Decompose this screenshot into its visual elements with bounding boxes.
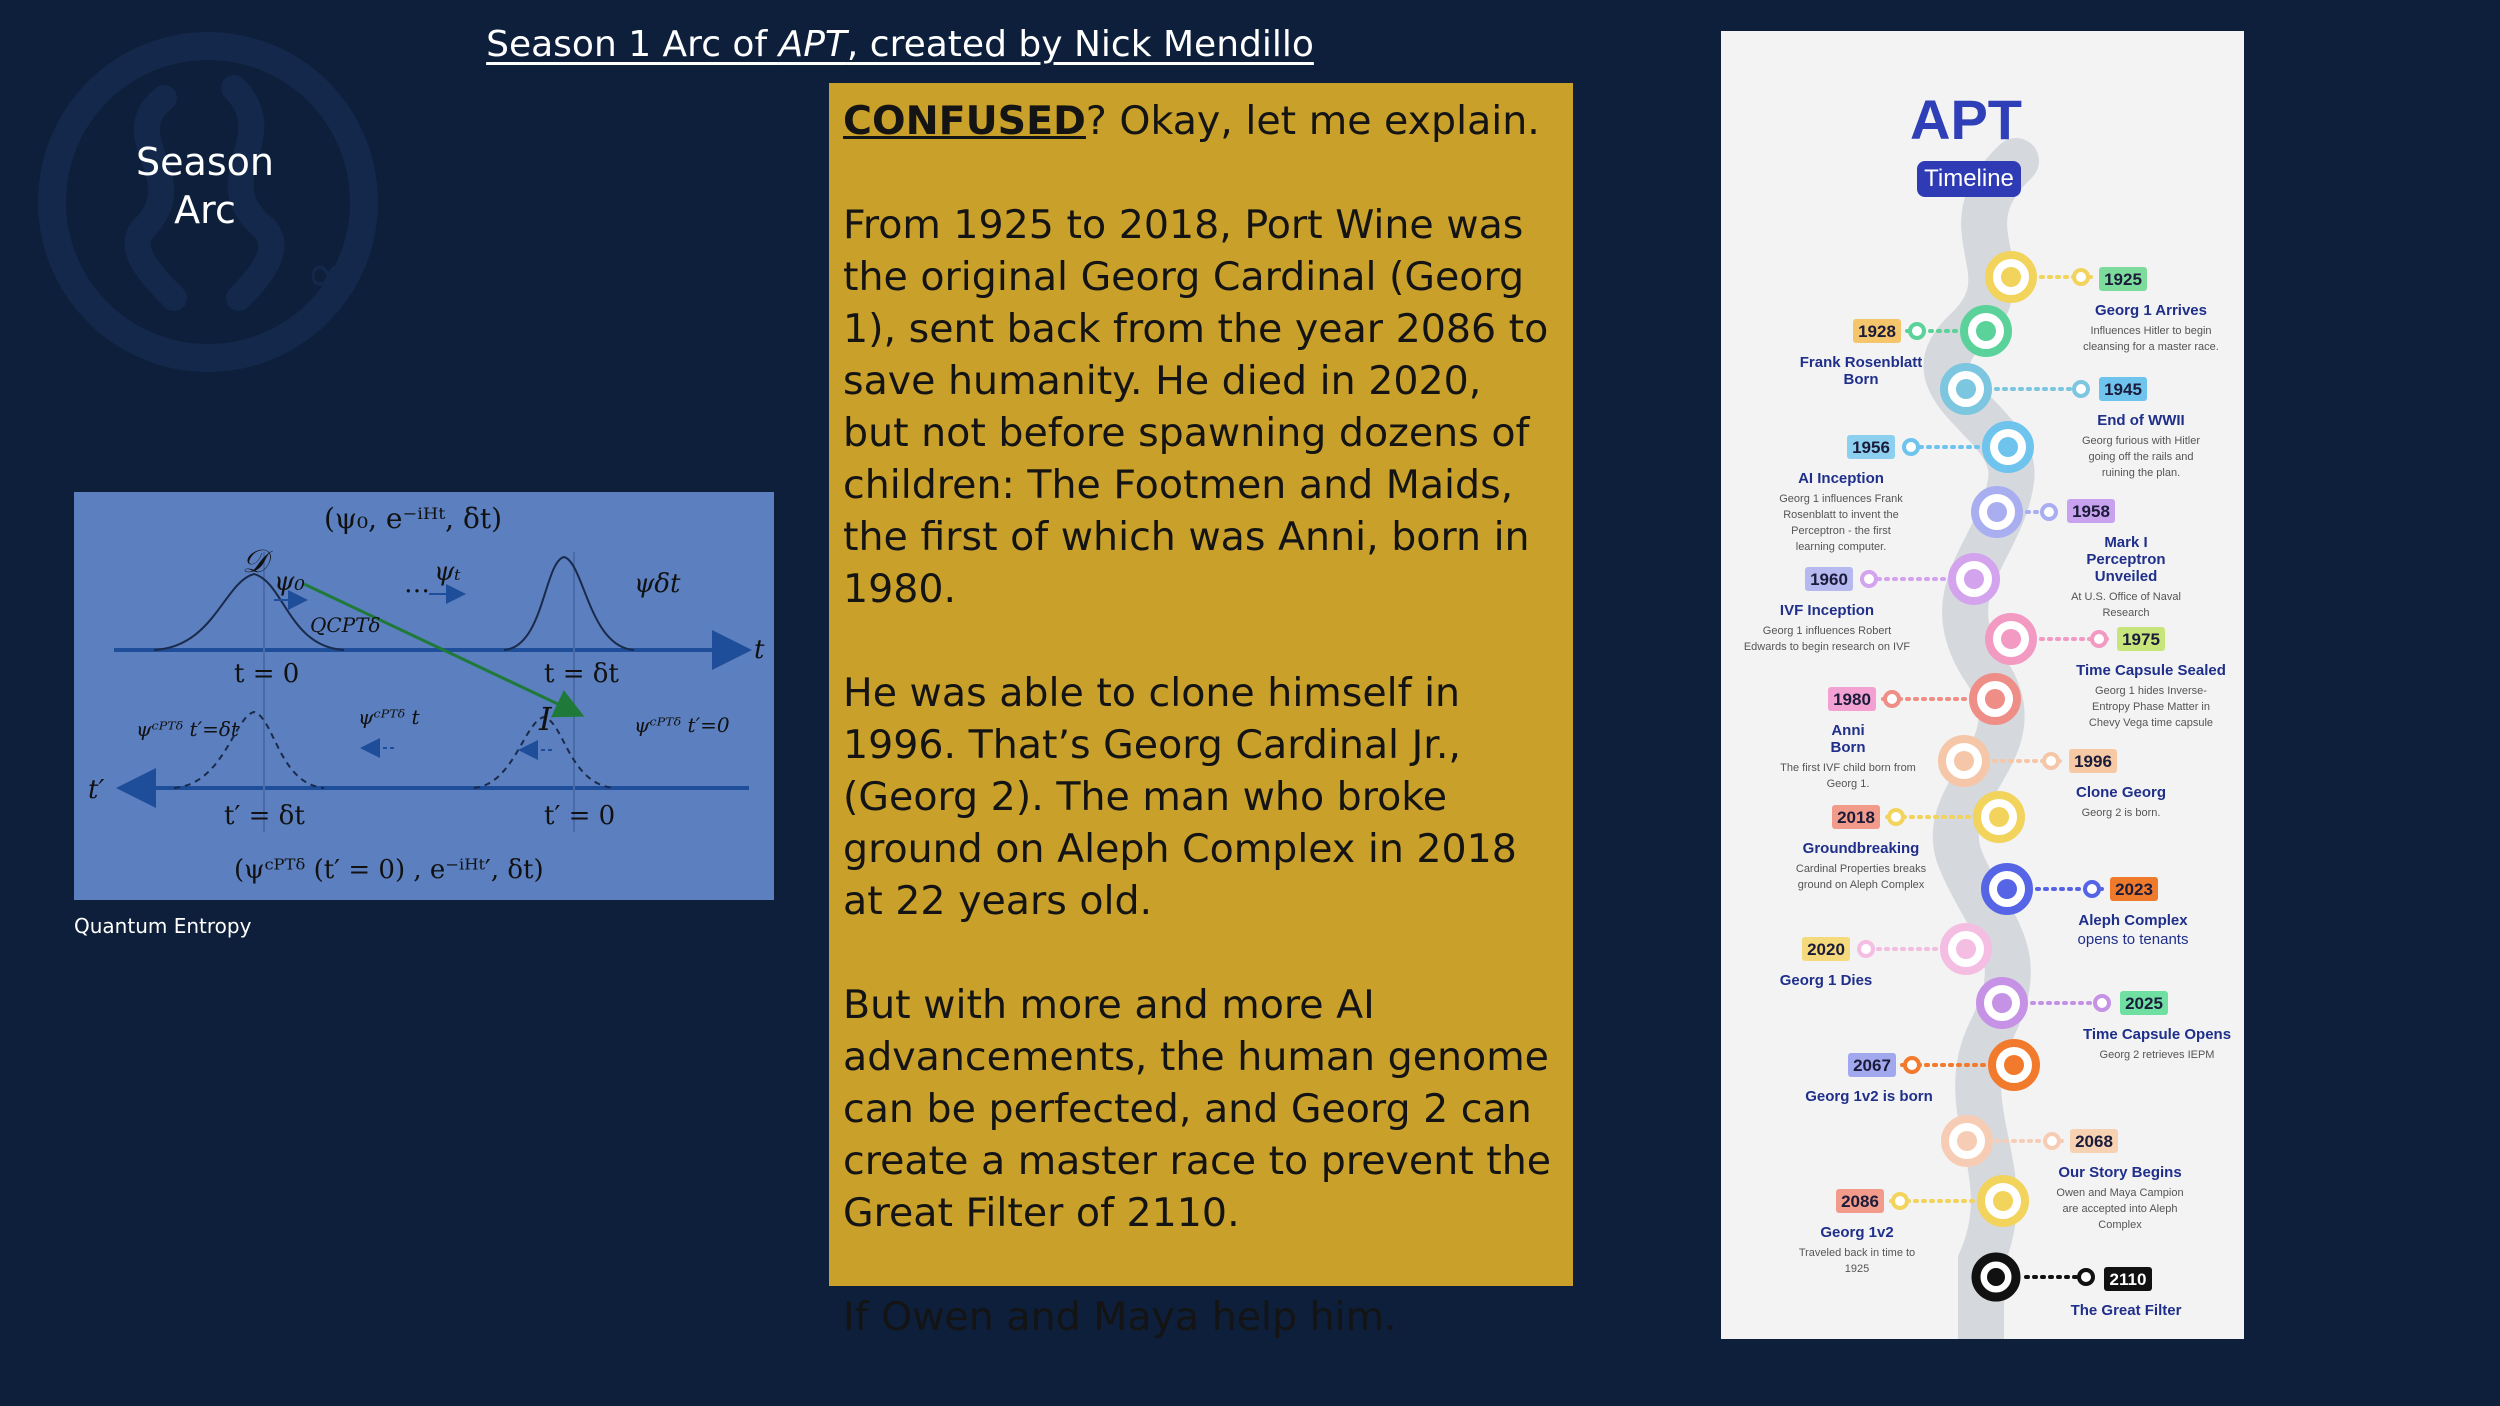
page-title-prefix: Season 1 Arc of — [486, 24, 779, 65]
label-Q: QCPTδ — [310, 613, 381, 637]
event-description: Traveled back in time to — [1798, 1247, 1916, 1259]
timeline-connector-end — [2074, 270, 2088, 284]
wavepacket-psi0 — [154, 574, 344, 650]
event-description: Research — [2102, 607, 2150, 619]
label-tp-dt: t′ = δt — [224, 801, 305, 831]
event-title: Born — [1843, 371, 1879, 388]
logo-line-1: Season — [136, 140, 274, 184]
event-title: Time Capsule Opens — [2082, 1026, 2232, 1043]
explanation-box — [829, 83, 1573, 1340]
label-psi0: ψ₀ — [274, 567, 305, 597]
label-dots: … — [404, 569, 430, 599]
year-label: 2025 — [2125, 994, 2163, 1013]
event-description: Entropy Phase Matter in — [2091, 701, 2211, 713]
event-description: ruining the plan. — [2101, 467, 2181, 479]
event-title: Anni — [1831, 722, 1865, 739]
timeline-connector-end — [1885, 692, 1899, 706]
timeline-marker-dot — [1964, 569, 1984, 589]
timeline-connector-end — [2092, 632, 2106, 646]
timeline-event-1925 — [1989, 255, 2219, 353]
event-title: Georg 1v2 — [1820, 1224, 1894, 1241]
event-title: Georg 1v2 is born — [1805, 1088, 1933, 1105]
year-label: 1925 — [2104, 270, 2142, 289]
event-title: Mark I — [2104, 534, 2148, 551]
confused-word: CONFUSED — [843, 98, 1086, 144]
event-description: Influences Hitler to begin — [2090, 325, 2212, 337]
page-title-suffix: , created by Nick Mendillo — [846, 24, 1314, 65]
label-psi-cpt-0: ψᶜᴾᵀᵟ t′=0 — [634, 713, 730, 737]
timeline-connector-end — [2074, 382, 2088, 396]
explanation-paragraph: But with more and more AI advancements, the human genome can be perfected, and Georg 2 can create a master race to prevent the Great Filter of 2110. — [843, 982, 1552, 1236]
timeline-connector-end — [2085, 882, 2099, 896]
timeline-connector-end — [2079, 1270, 2093, 1284]
event-description: Georg 1. — [1826, 778, 1870, 790]
timeline-connector-end — [1904, 440, 1918, 454]
year-label: 2067 — [1853, 1056, 1891, 1075]
page-title — [0, 24, 1800, 65]
diagram-bottom-label: (ψᶜᴾᵀᵟ (t′ = 0) , e⁻ⁱᴴᵗ′, δt) — [234, 855, 544, 885]
tprime-axis-label: t′ — [88, 775, 105, 805]
logo-text — [130, 138, 280, 234]
timeline-marker-dot — [1956, 939, 1976, 959]
label-tp-0: t′ = 0 — [544, 801, 616, 831]
event-title: Aleph Complex — [2078, 912, 2188, 929]
event-title: Our Story Begins — [2058, 1164, 2182, 1181]
event-description: The first IVF child born from — [1780, 762, 1916, 774]
event-title: End of WWII — [2097, 412, 2185, 429]
year-label: 2068 — [2075, 1132, 2113, 1151]
timeline-marker-dot — [1998, 437, 2018, 457]
logo-infinity-symbol: ∞ — [306, 242, 351, 305]
event-description: Georg 2 retrieves IEPM — [2099, 1049, 2215, 1061]
event-description: Complex — [2098, 1219, 2142, 1231]
label-I: 𝐼 — [539, 700, 552, 738]
explanation-intro — [843, 95, 1559, 147]
year-label: 1996 — [2074, 752, 2112, 771]
wavepacket-psidt — [504, 557, 634, 650]
explanation-paragraph: He was able to clone himself in 1996. That’s Georg Cardinal Jr., (Georg 2). The man who broke ground on Aleph Complex in 2018 at 22 years old. — [843, 670, 1517, 924]
year-label: 2086 — [1841, 1192, 1879, 1211]
event-description: Owen and Maya Campion — [2056, 1187, 2184, 1199]
label-D: 𝒟 — [242, 542, 268, 580]
event-description: cleansing for a master race. — [2083, 341, 2219, 353]
diagram-top-label: (ψ₀, e⁻ⁱᴴᵗ, δt) — [324, 502, 503, 535]
timeline-marker-dot — [1993, 1191, 2013, 1211]
event-description: Georg 1 influences Frank — [1779, 493, 1903, 505]
logo-line-2: Arc — [174, 188, 236, 232]
timeline-connector-end — [1910, 324, 1924, 338]
timeline-marker-dot — [1954, 751, 1974, 771]
label-tdt: t = δt — [544, 659, 619, 689]
event-title: Unveiled — [2094, 568, 2158, 585]
timeline-marker-dot — [1957, 1131, 1977, 1151]
event-title: Time Capsule Sealed — [2076, 662, 2226, 679]
timeline-marker-dot — [1997, 879, 2017, 899]
event-description: going off the rails and — [2088, 451, 2194, 463]
quantum-entropy-diagram — [74, 492, 774, 900]
label-psidt: ψδt — [634, 569, 681, 599]
event-description: ground on Aleph Complex — [1797, 879, 1925, 891]
timeline-marker-dot — [1987, 502, 2007, 522]
label-t0: t = 0 — [234, 659, 300, 689]
diagram-caption: Quantum Entropy — [74, 914, 252, 938]
timeline-marker-dot — [2004, 1055, 2024, 1075]
event-description: 1925 — [1844, 1263, 1870, 1275]
label-psi-cpt-t: ψᶜᴾᵀᵟ t — [358, 705, 420, 729]
year-label: 1960 — [1810, 570, 1848, 589]
intro-rest: ? Okay, let me explain. — [1085, 98, 1540, 144]
year-label: 2023 — [2115, 880, 2153, 899]
event-description: Georg 1 hides Inverse- — [2095, 685, 2207, 697]
timeline-marker-dot — [1985, 689, 2005, 709]
timeline-event-2020 — [1780, 927, 1988, 989]
year-label: 2020 — [1807, 940, 1845, 959]
timeline-connector-end — [1905, 1058, 1919, 1072]
explanation-paragraph: If Owen and Maya help him. — [843, 1294, 1397, 1340]
timeline-marker-dot — [2001, 267, 2021, 287]
event-description: Edwards to begin research on IVF — [1743, 641, 1911, 653]
year-label: 2018 — [1837, 808, 1875, 827]
year-label: 1928 — [1858, 322, 1896, 341]
event-title: Frank Rosenblatt — [1799, 354, 1923, 371]
event-title: Perceptron — [2086, 551, 2166, 568]
event-title: Groundbreaking — [1802, 840, 1920, 857]
apt-timeline — [1721, 31, 2244, 1339]
timeline-marker-dot — [1956, 379, 1976, 399]
t-axis-label: t — [754, 635, 765, 665]
label-psit: ψₜ — [434, 557, 461, 587]
event-title: The Great Filter — [2070, 1302, 2182, 1319]
event-description: are accepted into Aleph — [2062, 1203, 2178, 1215]
event-description: Perceptron - the first — [1791, 525, 1891, 537]
year-label: 1958 — [2072, 502, 2110, 521]
timeline-connector-end — [2042, 505, 2056, 519]
year-label: 1975 — [2122, 630, 2160, 649]
timeline-connector-end — [1893, 1194, 1907, 1208]
year-label: 1945 — [2104, 380, 2142, 399]
timeline-marker-dot — [1992, 993, 2012, 1013]
event-title: Clone Georg — [2075, 784, 2167, 801]
event-description: opens to tenants — [2077, 931, 2189, 948]
timeline-event-2110 — [1976, 1257, 2182, 1319]
event-title: IVF Inception — [1779, 602, 1875, 619]
event-title: Georg 1 Dies — [1779, 972, 1873, 989]
timeline-marker-dot — [2001, 629, 2021, 649]
year-label: 1980 — [1833, 690, 1871, 709]
event-title: Georg 1 Arrives — [2095, 302, 2207, 319]
timeline-connector-end — [2095, 996, 2109, 1010]
event-description: Cardinal Properties breaks — [1795, 863, 1927, 875]
event-title: Born — [1830, 739, 1866, 756]
event-description: At U.S. Office of Naval — [2071, 591, 2181, 603]
page-title-italic: APT — [778, 24, 847, 65]
event-title: AI Inception — [1798, 470, 1884, 487]
timeline-subtitle: Timeline — [1924, 165, 2014, 192]
timeline-connector-end — [1859, 942, 1873, 956]
timeline-connector-end — [2045, 1134, 2059, 1148]
timeline-marker-dot — [1976, 321, 1996, 341]
timeline-connector-end — [1889, 810, 1903, 824]
label-psi-cpt-dt: ψᶜᴾᵀᵟ t′=δt — [136, 717, 239, 741]
year-label: 2110 — [2109, 1270, 2147, 1289]
event-description: Georg furious with Hitler — [2082, 435, 2200, 447]
event-description: learning computer. — [1795, 541, 1887, 553]
year-label: 1956 — [1852, 438, 1890, 457]
event-description: Georg 2 is born. — [2081, 807, 2161, 819]
timeline-marker-dot — [1987, 1268, 2005, 1286]
timeline-connector-end — [1862, 572, 1876, 586]
timeline-connector-end — [2044, 754, 2058, 768]
event-description: Rosenblatt to invent the — [1783, 509, 1899, 521]
timeline-marker-dot — [1989, 807, 2009, 827]
explanation-paragraph: From 1925 to 2018, Port Wine was the original Georg Cardinal (Georg 1), sent back from the year 2086 to save humanity. He died in 2020, but not before spawning dozens of children: The Footmen and Maids, the first of which was Anni, born in 1980. — [843, 202, 1549, 612]
timeline-title: APT — [1910, 88, 2022, 151]
event-description: Georg 1 influences Robert — [1762, 625, 1892, 637]
event-description: Chevy Vega time capsule — [2088, 717, 2214, 729]
